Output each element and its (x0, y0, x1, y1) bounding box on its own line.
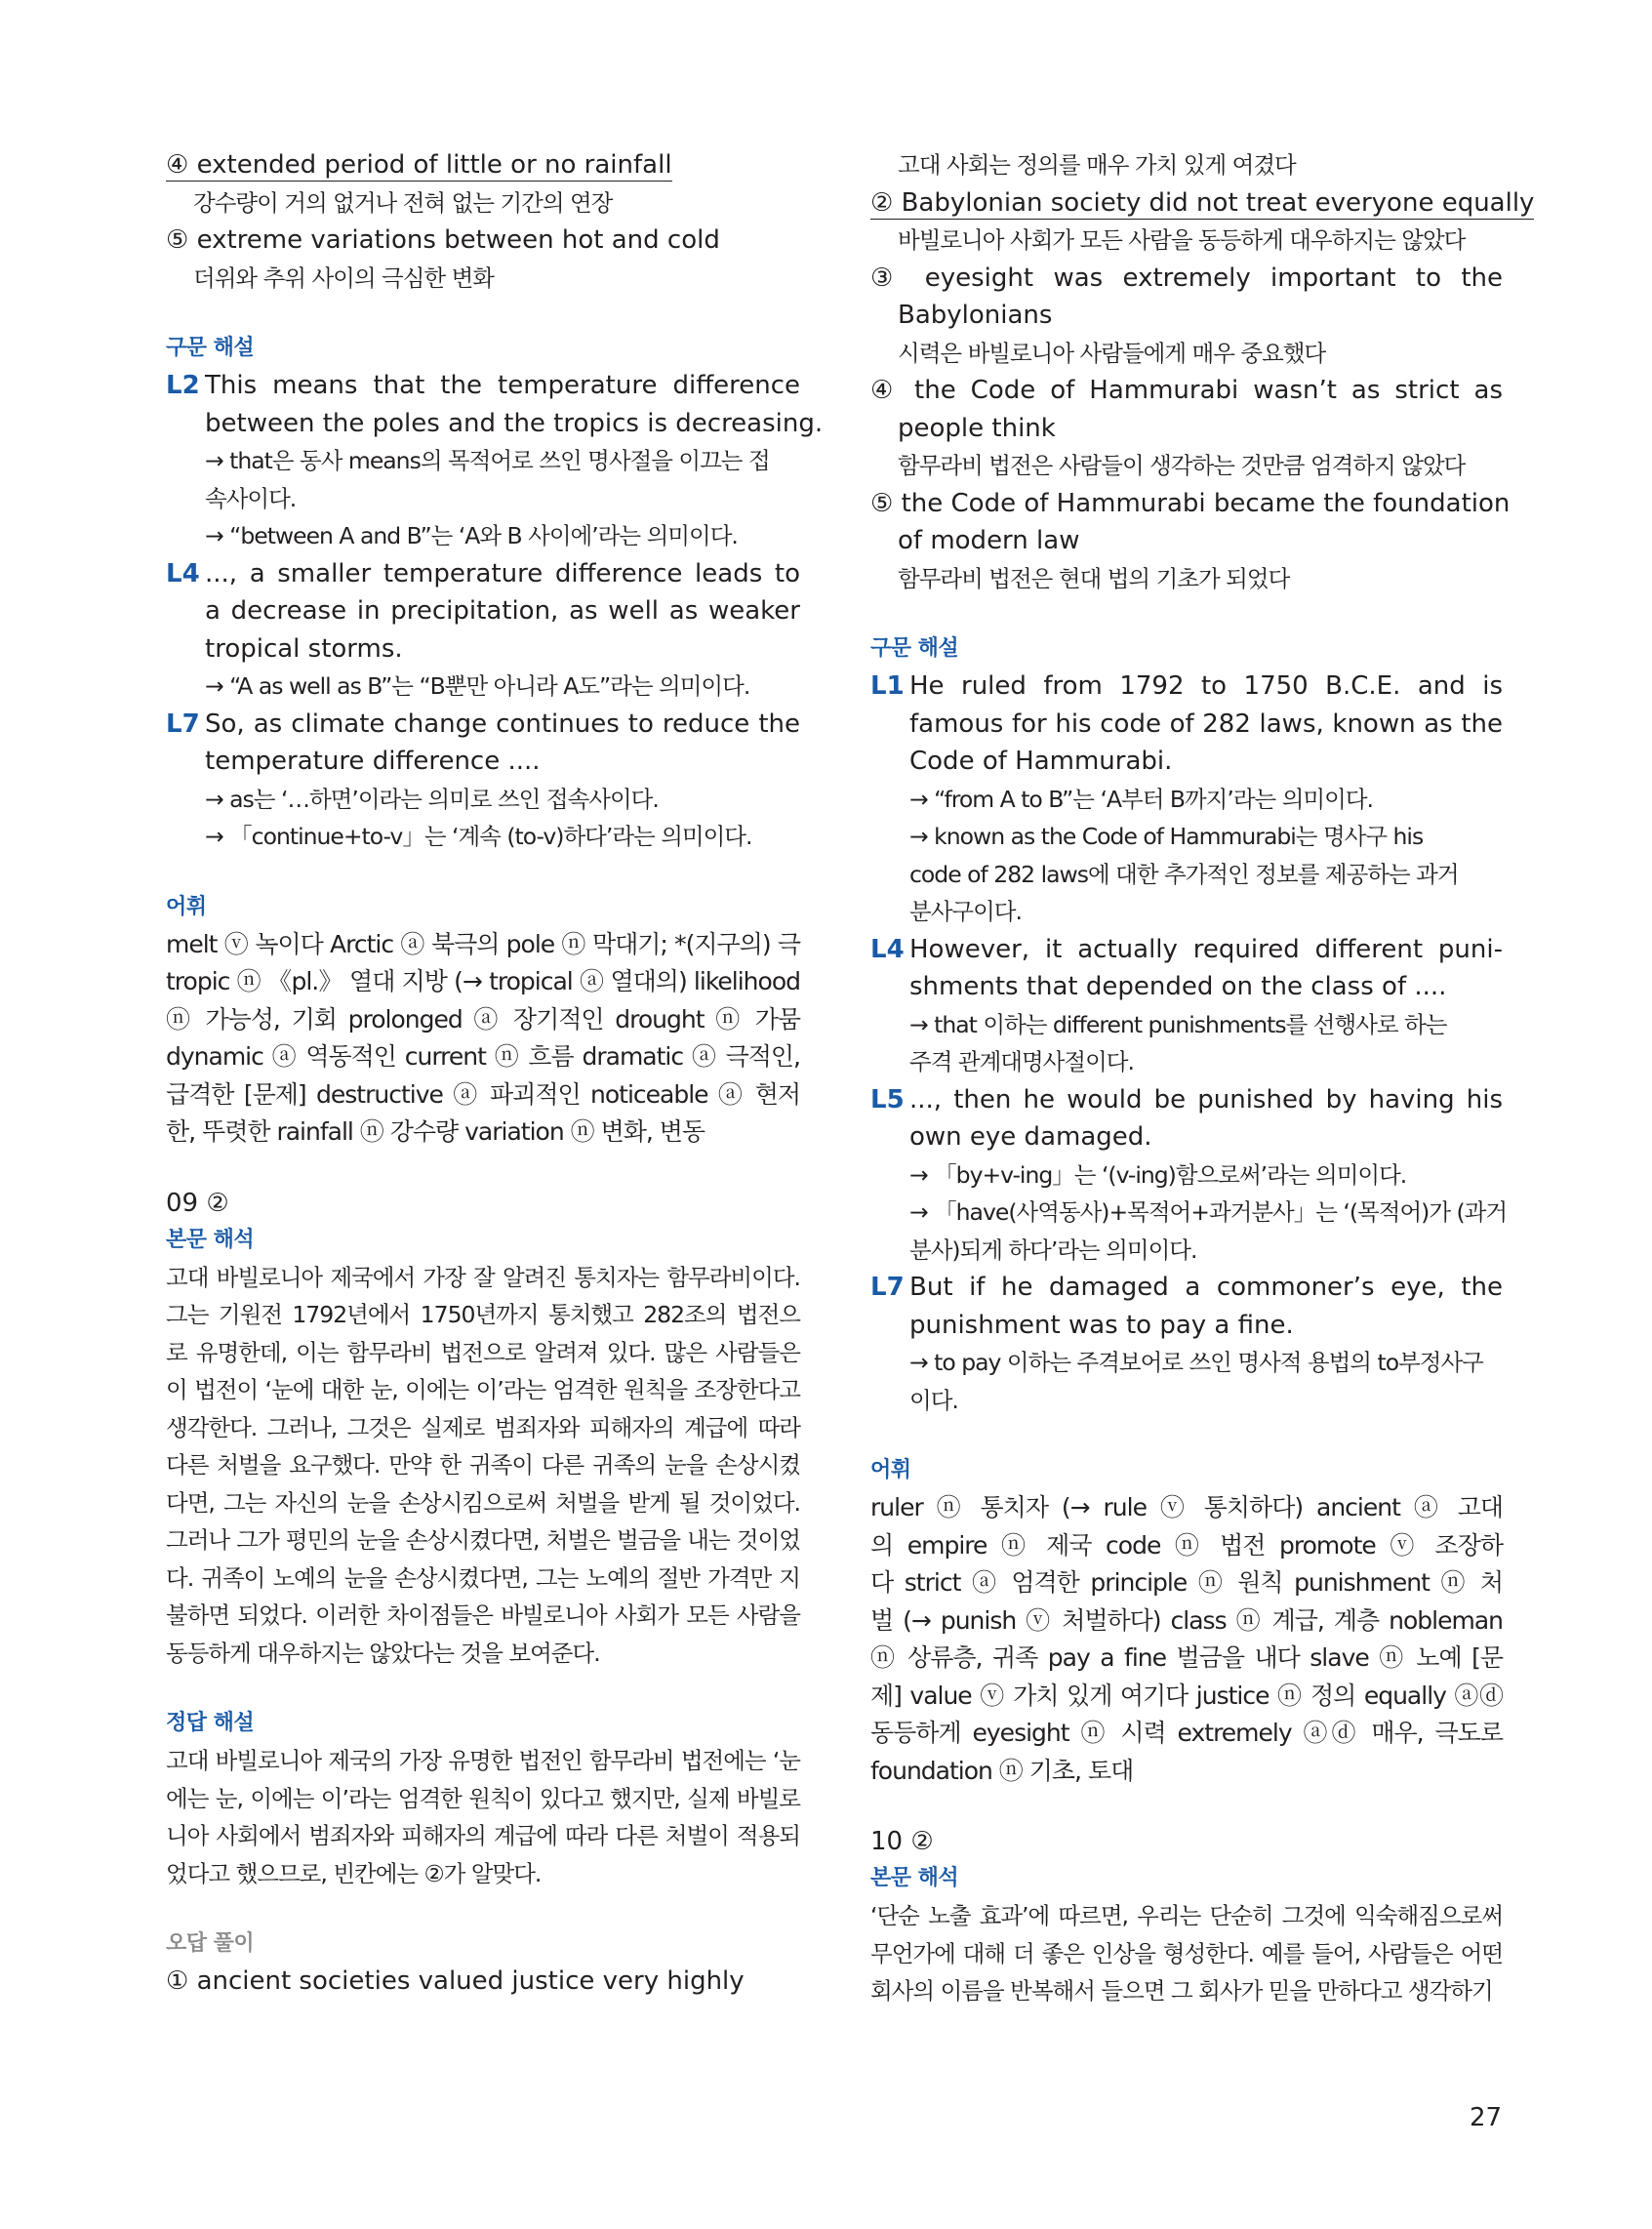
syntax-notes (166, 367, 824, 856)
translation-line: 그러나 그가 평민의 눈을 손상시켰다면, 처벌은 벌금을 내는 것이었 (166, 1526, 800, 1554)
syntax-body (166, 367, 824, 555)
syntax-line: 주격 관계대명사절이다. (909, 1048, 1134, 1075)
translation-line: 다른 처벌을 요구했다. 만약 한 귀족이 다른 귀족의 눈을 손상시켰 (166, 1451, 800, 1479)
syntax-line: code of 282 laws에 대한 추가적인 정보를 제공하는 과거 (909, 860, 1459, 888)
vocab-heading: 어휘 (166, 894, 207, 919)
syntax-line: tropical storms. (205, 633, 403, 664)
vocab-line: ⓝ 상류층, 귀족 pay a fine 벌금을 내다 slave ⓝ 노예 [문 (870, 1643, 1503, 1672)
answer-line: 니아 사회에서 범죄자와 피해자의 계급에 따라 다른 처벌이 적용되 (166, 1822, 800, 1849)
option-translation: 바빌로니아 사회가 모든 사람을 동등하게 대우하지는 않았다 (898, 226, 1466, 254)
syntax-line: → “between A and B”는 ‘A와 B 사이에’라는 의미이다. (205, 522, 738, 549)
translation-heading: 본문 해석 (166, 1227, 255, 1252)
option-translation: 함무라비 법전은 현대 법의 기초가 되었다 (898, 564, 1290, 592)
line-label: L4 (166, 558, 200, 588)
vocab-line: melt ⓥ 녹이다 Arctic ⓐ 북극의 pole ⓝ 막대기; *(지구의) 극 (166, 929, 800, 958)
syntax-line: → to pay 이하는 주격보어로 쓰인 명사적 용법의 to부정사구 (909, 1349, 1483, 1376)
syntax-line: punishment was to pay a fine. (909, 1310, 1294, 1340)
syntax-line: → 「by+v-ing」는 ‘(v-ing)함으로써’라는 의미이다. (909, 1160, 1407, 1189)
wrong-option-1-translation: 고대 사회는 정의를 매우 가치 있게 여겼다 (898, 151, 1296, 179)
answer-options-top (166, 146, 800, 297)
syntax-item (870, 1269, 1503, 1419)
answer-line: 고대 바빌로니아 제국의 가장 유명한 법전인 함무라비 법전에는 ‘눈 (166, 1747, 800, 1774)
wrong-answer-heading: 오답 풀이 (166, 1931, 255, 1956)
vocab-line: 의 empire ⓝ 제국 code ⓝ 법전 promote ⓥ 조장하 (870, 1530, 1503, 1560)
translation-line: 무언가에 대해 더 좋은 인상을 형성한다. 예를 들어, 사람들은 어떤 (870, 1939, 1503, 1967)
vocab-line: 벌 (→ punish ⓥ 처벌하다) class ⓝ 계급, 계층 nobleman (870, 1605, 1503, 1635)
syntax-line: ..., a smaller temperature difference leads to (205, 558, 800, 588)
vocab-heading: 어휘 (870, 1458, 911, 1482)
right-column (870, 146, 1535, 2010)
line-label: L2 (166, 371, 200, 400)
syntax-line: → “from A to B”는 ‘A부터 B까지’라는 의미이다. (909, 785, 1374, 813)
vocab-list (870, 1489, 1503, 1790)
syntax-line: → known as the Code of Hammurabi는 명사구 his (909, 823, 1424, 850)
syntax-line: Code of Hammurabi. (909, 747, 1173, 776)
translation-line: 이 법전이 ‘눈에 대한 눈, 이에는 이’라는 엄격한 원칙을 조장한다고 (166, 1376, 800, 1403)
line-label: L5 (870, 1084, 905, 1114)
option-translation: 함무라비 법전은 사람들이 생각하는 것만큼 엄격하지 않았다 (898, 452, 1466, 479)
wrong-options (870, 184, 1535, 598)
line-label: L7 (870, 1273, 905, 1302)
option-translation: 시력은 바빌로니아 사람들에게 매우 중요했다 (898, 339, 1326, 367)
option-text-underlined: ④ extended period of little or no rainfall (166, 150, 672, 180)
translation-line: 로 유명한데, 이는 함무라비 법전으로 알려져 있다. 많은 사람들은 (166, 1338, 800, 1366)
syntax-line: He ruled from 1792 to 1750 B.C.E. and is (909, 671, 1503, 701)
vocab-line: dynamic ⓐ 역동적인 current ⓝ 흐름 dramatic ⓐ 극적인, (166, 1042, 800, 1071)
syntax-item (870, 1081, 1508, 1270)
syntax-line: But if he damaged a commoner’s eye, the (909, 1273, 1503, 1302)
syntax-heading: 구문 해설 (166, 336, 255, 360)
syntax-body (166, 706, 800, 856)
translation-text (166, 1259, 800, 1673)
syntax-line: So, as climate change continues to reduce the (205, 709, 800, 739)
vocab-line: 한, 뚜렷한 rainfall ⓝ 강수량 variation ⓝ 변화, 변동 (166, 1117, 705, 1146)
vocab-line: 급격한 [문제] destructive ⓐ 파괴적인 noticeable ⓐ 현저 (166, 1079, 800, 1109)
translation-line: 고대 바빌로니아 제국에서 가장 잘 알려진 통치자는 함무라비이다. (166, 1263, 800, 1291)
wrong-option-1: ① ancient societies valued justice very highly (166, 1966, 745, 1996)
translation-line: 다. 귀족이 노예의 눈을 손상시켰다면, 그는 노예의 절반 가격만 지 (166, 1563, 800, 1592)
line-label: L7 (166, 709, 200, 739)
wrong-option-line: ⑤ the Code of Hammurabi became the foundation (870, 488, 1511, 518)
syntax-line: → that 이하는 different punishments를 선행사로 하는 (909, 1010, 1447, 1038)
syntax-item (166, 706, 800, 856)
answer-line: 에는 눈, 이에는 이’라는 엄격한 원칙이 있다고 했지만, 실제 바빌로 (166, 1784, 800, 1812)
translation-line: 생각한다. 그러나, 그것은 실제로 범죄자와 피해자의 계급에 따라 (166, 1413, 800, 1441)
question-number: 10 ② (870, 1827, 934, 1856)
syntax-line: 속사이다. (205, 484, 297, 512)
syntax-item (166, 367, 824, 555)
syntax-body (870, 1269, 1503, 1419)
translation-line: 불하면 되었다. 이러한 차이점들은 바빌로니아 사회가 모든 사람을 (166, 1601, 800, 1629)
syntax-body (166, 555, 800, 706)
left-column (166, 146, 824, 2001)
syntax-line: → 「have(사역동사)+목적어+과거분사」는 ‘(목적어)가 (과거 (909, 1198, 1508, 1226)
answer-line: 었다고 했으므로, 빈칸에는 ②가 알맞다. (166, 1859, 542, 1887)
syntax-heading: 구문 해설 (870, 636, 959, 661)
vocab-line: ⓝ 가능성, 기회 prolonged ⓐ 장기적인 drought ⓝ 가뭄 (166, 1004, 800, 1033)
translation-line: ‘단순 노출 효과’에 따르면, 우리는 단순히 그것에 익숙해짐으로써 (870, 1902, 1503, 1929)
syntax-line: 분사구이다. (909, 898, 1022, 925)
wrong-option-line (870, 184, 1535, 223)
wrong-option-line: Babylonians (898, 301, 1053, 330)
option-translation: 강수량이 거의 없거나 전혀 없는 기간의 연장 (193, 188, 613, 217)
wrong-option-line: people think (898, 413, 1056, 443)
wrong-option-line: ④ the Code of Hammurabi wasn’t as strict as (870, 376, 1503, 405)
translation-line: 회사의 이름을 반복해서 들으면 그 회사가 믿을 만하다고 생각하기 (870, 1977, 1493, 2005)
syntax-line: famous for his code of 282 laws, known as the (909, 709, 1503, 739)
syntax-item (166, 555, 800, 706)
answer-option: ⑤ extreme variations between hot and cold (166, 225, 720, 255)
answer-heading: 정답 해설 (166, 1711, 255, 1735)
option-translation: 더위와 추위 사이의 극심한 변화 (193, 263, 494, 292)
syntax-body (870, 668, 1503, 931)
question-number: 09 ② (166, 1188, 229, 1218)
syntax-line: This means that the temperature difference (205, 371, 800, 400)
translation-line: 그는 기원전 1792년에서 1750년까지 통치했고 282조의 법전으 (166, 1301, 800, 1328)
syntax-line: between the poles and the tropics is decreasing. (205, 408, 824, 438)
translation-line: 다면, 그는 자신의 눈을 손상시킴으로써 처벌을 받게 될 것이었다. (166, 1488, 800, 1517)
translation-text (870, 1897, 1503, 2010)
translation-line: 동등하게 대우하지는 않았다는 것을 보여준다. (166, 1639, 600, 1667)
syntax-item (870, 668, 1503, 931)
vocab-line: 다 strict ⓐ 엄격한 principle ⓝ 원칙 punishment ⓝ 처 (870, 1568, 1503, 1597)
syntax-item (870, 931, 1503, 1081)
line-label: L4 (870, 934, 905, 964)
wrong-option-line: of modern law (898, 526, 1080, 555)
syntax-line: own eye damaged. (909, 1122, 1152, 1152)
translation-heading: 본문 해석 (870, 1866, 959, 1890)
syntax-line: 이다. (909, 1386, 958, 1414)
syntax-line: 분사)되게 하다’라는 의미이다. (909, 1236, 1197, 1264)
vocab-list (166, 926, 800, 1152)
answer-explanation (166, 1742, 800, 1892)
vocab-line: tropic ⓝ 《pl.》 열대 지방 (→ tropical ⓐ 열대의) likelihood (166, 967, 800, 995)
syntax-line: However, it actually required different puni- (909, 934, 1503, 964)
syntax-line: → 「continue+to-v」는 ‘계속 (to-v)하다’라는 의미이다. (205, 823, 752, 850)
page-number: 27 (1470, 2103, 1503, 2132)
option-text-underlined: ② Babylonian society did not treat everyone equally (870, 187, 1535, 218)
line-label: L1 (870, 671, 905, 701)
syntax-notes (870, 668, 1508, 1419)
syntax-line: → as는 ‘…하면’이라는 의미로 쓰인 접속사이다. (205, 785, 659, 813)
vocab-line: 제] value ⓥ 가치 있게 여기다 justice ⓝ 정의 equally ⓐⓓ (870, 1681, 1503, 1710)
syntax-line: → that은 동사 means의 목적어로 쓰인 명사절을 이끄는 접 (205, 447, 770, 474)
syntax-line: → “A as well as B”는 “B뿐만 아니라 A도”라는 의미이다. (205, 672, 750, 700)
vocab-line: 동등하게 eyesight ⓝ 시력 extremely ⓐⓓ 매우, 극도로 (870, 1719, 1503, 1747)
syntax-body (870, 1081, 1508, 1270)
syntax-body (870, 931, 1503, 1081)
answer-option (166, 146, 800, 184)
syntax-line: a decrease in precipitation, as well as weaker (205, 596, 800, 626)
syntax-line: temperature difference .... (205, 747, 541, 776)
syntax-line: ..., then he would be punished by having his (909, 1084, 1503, 1114)
vocab-line: ruler ⓝ 통치자 (→ rule ⓥ 통치하다) ancient ⓐ 고대 (870, 1493, 1503, 1521)
vocab-line: foundation ⓝ 기초, 토대 (870, 1756, 1134, 1785)
syntax-line: shments that depended on the class of .... (909, 972, 1447, 1001)
wrong-option-line: ③ eyesight was extremely important to the (870, 263, 1503, 293)
